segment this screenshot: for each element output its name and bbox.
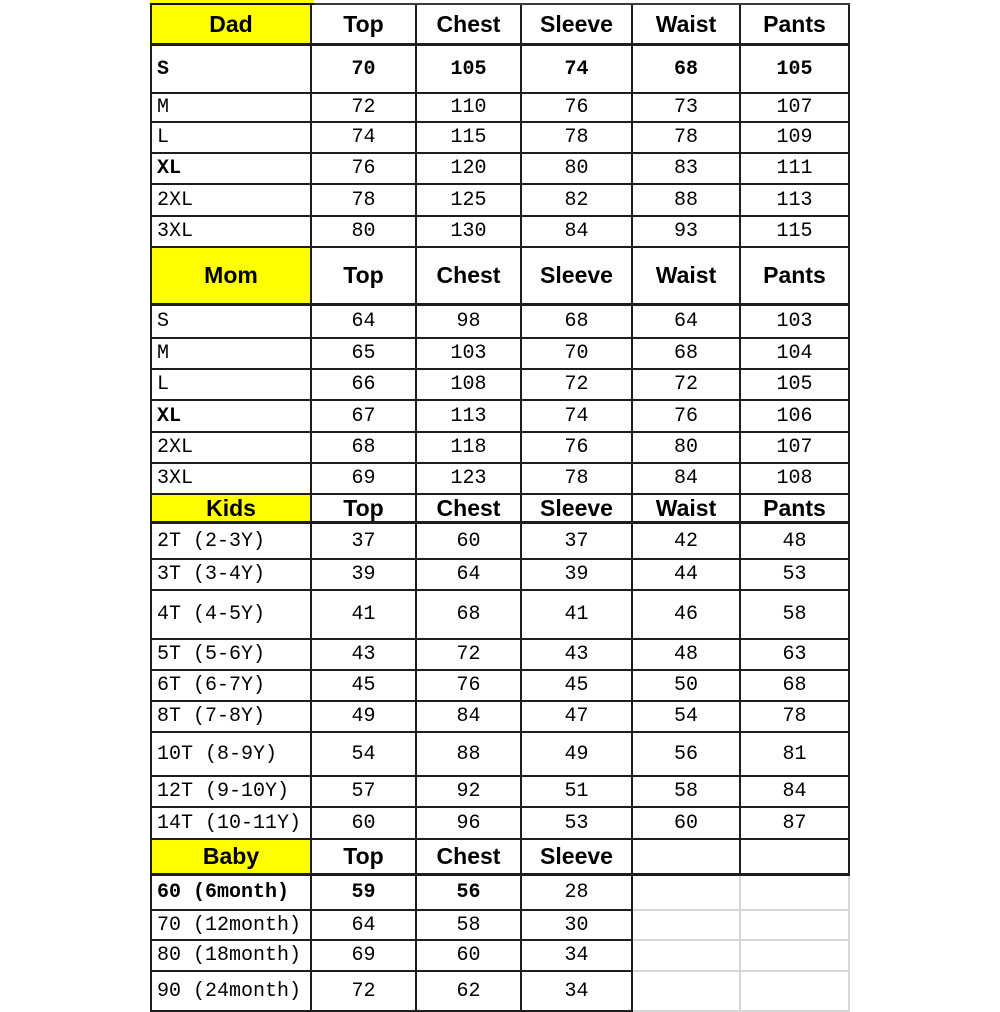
value-cell: 47: [522, 702, 633, 733]
value-cell: 69: [312, 941, 417, 972]
value-cell: 84: [522, 217, 633, 248]
row-label-cell: XL: [152, 401, 312, 433]
value-cell: 83: [633, 154, 741, 185]
value-cell: 72: [312, 94, 417, 123]
value-cell: 78: [741, 702, 850, 733]
table-row: [152, 185, 850, 217]
value-cell: 60: [633, 808, 741, 840]
value-cell: [741, 972, 850, 1012]
value-cell: 34: [522, 972, 633, 1012]
value-cell: 125: [417, 185, 522, 217]
row-label-cell: 60 (6month): [152, 876, 312, 911]
value-cell: 43: [522, 640, 633, 671]
value-cell: 92: [417, 777, 522, 808]
value-cell: 45: [522, 671, 633, 702]
value-cell: 49: [312, 702, 417, 733]
value-cell: 72: [633, 370, 741, 401]
row-label-cell: 14T (10-11Y): [152, 808, 312, 840]
table-row: [152, 671, 850, 702]
section-baby: [150, 840, 850, 1012]
value-cell: [633, 876, 741, 911]
value-cell: 111: [741, 154, 850, 185]
value-cell: 69: [312, 464, 417, 495]
value-cell: 49: [522, 733, 633, 777]
value-cell: 76: [312, 154, 417, 185]
value-cell: 84: [633, 464, 741, 495]
table-row: [152, 370, 850, 401]
row-label-cell: L: [152, 123, 312, 154]
column-header-cell: [741, 840, 850, 876]
cropped-row-border: [150, 3, 314, 5]
value-cell: 48: [633, 640, 741, 671]
value-cell: 87: [741, 808, 850, 840]
column-header-cell: Pants: [741, 5, 850, 46]
value-cell: 108: [741, 464, 850, 495]
value-cell: 50: [633, 671, 741, 702]
value-cell: 72: [522, 370, 633, 401]
value-cell: 60: [417, 941, 522, 972]
section-header-row: [152, 495, 850, 524]
table-row: [152, 401, 850, 433]
value-cell: 105: [741, 46, 850, 94]
value-cell: 76: [633, 401, 741, 433]
column-header-cell: Sleeve: [522, 5, 633, 46]
value-cell: 78: [522, 464, 633, 495]
value-cell: 68: [633, 46, 741, 94]
value-cell: 74: [522, 401, 633, 433]
table-row: [152, 154, 850, 185]
value-cell: 96: [417, 808, 522, 840]
value-cell: 66: [312, 370, 417, 401]
value-cell: 53: [741, 560, 850, 591]
value-cell: 72: [417, 640, 522, 671]
column-header-cell: Top: [312, 5, 417, 46]
value-cell: 51: [522, 777, 633, 808]
value-cell: 110: [417, 94, 522, 123]
value-cell: 64: [312, 306, 417, 339]
value-cell: 44: [633, 560, 741, 591]
row-label-cell: 3XL: [152, 217, 312, 248]
value-cell: 58: [741, 591, 850, 640]
value-cell: 39: [312, 560, 417, 591]
section-header-row: [152, 5, 850, 46]
value-cell: 104: [741, 339, 850, 370]
table-row: [152, 941, 850, 972]
column-header-cell: Chest: [417, 495, 522, 524]
value-cell: 109: [741, 123, 850, 154]
value-cell: 76: [522, 433, 633, 464]
value-cell: 93: [633, 217, 741, 248]
row-label-cell: 80 (18month): [152, 941, 312, 972]
table-row: [152, 46, 850, 94]
value-cell: [633, 911, 741, 941]
value-cell: 56: [417, 876, 522, 911]
section-title-dad: Dad: [152, 5, 312, 46]
value-cell: 73: [633, 94, 741, 123]
value-cell: [633, 941, 741, 972]
table-row: [152, 591, 850, 640]
table-row: [152, 433, 850, 464]
value-cell: 48: [741, 524, 850, 560]
value-cell: 107: [741, 433, 850, 464]
value-cell: 74: [312, 123, 417, 154]
value-cell: 68: [633, 339, 741, 370]
column-header-cell: Pants: [741, 495, 850, 524]
value-cell: 42: [633, 524, 741, 560]
value-cell: 113: [417, 401, 522, 433]
row-label-cell: 5T (5-6Y): [152, 640, 312, 671]
value-cell: 84: [741, 777, 850, 808]
value-cell: 123: [417, 464, 522, 495]
column-header-cell: Pants: [741, 248, 850, 306]
table-row: [152, 560, 850, 591]
column-header-cell: Sleeve: [522, 248, 633, 306]
value-cell: 54: [633, 702, 741, 733]
table-row: [152, 640, 850, 671]
table-row: [152, 972, 850, 1012]
column-header-cell: [633, 840, 741, 876]
row-label-cell: 70 (12month): [152, 911, 312, 941]
value-cell: 74: [522, 46, 633, 94]
value-cell: [633, 972, 741, 1012]
section-title-baby: Baby: [152, 840, 312, 876]
column-header-cell: Top: [312, 495, 417, 524]
row-label-cell: XL: [152, 154, 312, 185]
value-cell: 78: [633, 123, 741, 154]
value-cell: 64: [417, 560, 522, 591]
value-cell: 113: [741, 185, 850, 217]
column-header-cell: Sleeve: [522, 840, 633, 876]
row-label-cell: 12T (9-10Y): [152, 777, 312, 808]
table-row: [152, 464, 850, 495]
table-row: [152, 217, 850, 248]
value-cell: 41: [312, 591, 417, 640]
value-cell: 103: [741, 306, 850, 339]
value-cell: 84: [417, 702, 522, 733]
value-cell: 106: [741, 401, 850, 433]
section-title-kids: Kids: [152, 495, 312, 524]
value-cell: 46: [633, 591, 741, 640]
value-cell: 80: [633, 433, 741, 464]
value-cell: 88: [633, 185, 741, 217]
value-cell: [741, 876, 850, 911]
row-label-cell: 2XL: [152, 185, 312, 217]
value-cell: 72: [312, 972, 417, 1012]
value-cell: 105: [417, 46, 522, 94]
value-cell: 120: [417, 154, 522, 185]
column-header-cell: Waist: [633, 5, 741, 46]
row-label-cell: M: [152, 94, 312, 123]
table-row: [152, 702, 850, 733]
value-cell: 80: [522, 154, 633, 185]
value-cell: 41: [522, 591, 633, 640]
value-cell: 54: [312, 733, 417, 777]
value-cell: 64: [633, 306, 741, 339]
section-header-row: [152, 248, 850, 306]
row-label-cell: 2XL: [152, 433, 312, 464]
value-cell: 78: [522, 123, 633, 154]
value-cell: 59: [312, 876, 417, 911]
row-label-cell: 10T (8-9Y): [152, 733, 312, 777]
value-cell: 130: [417, 217, 522, 248]
value-cell: [741, 911, 850, 941]
value-cell: 80: [312, 217, 417, 248]
table-row: [152, 123, 850, 154]
value-cell: 70: [522, 339, 633, 370]
section-header-row: [152, 840, 850, 876]
value-cell: 76: [522, 94, 633, 123]
value-cell: 68: [522, 306, 633, 339]
table-row: [152, 911, 850, 941]
size-chart: [150, 0, 850, 1012]
value-cell: 68: [417, 591, 522, 640]
table-row: [152, 524, 850, 560]
value-cell: 67: [312, 401, 417, 433]
value-cell: 103: [417, 339, 522, 370]
value-cell: 82: [522, 185, 633, 217]
row-label-cell: 2T (2-3Y): [152, 524, 312, 560]
column-header-cell: Top: [312, 248, 417, 306]
value-cell: 37: [312, 524, 417, 560]
value-cell: 58: [417, 911, 522, 941]
row-label-cell: S: [152, 306, 312, 339]
value-cell: 56: [633, 733, 741, 777]
value-cell: 70: [312, 46, 417, 94]
value-cell: 30: [522, 911, 633, 941]
value-cell: 53: [522, 808, 633, 840]
value-cell: 115: [741, 217, 850, 248]
table-row: [152, 733, 850, 777]
row-label-cell: L: [152, 370, 312, 401]
value-cell: 76: [417, 671, 522, 702]
table-row: [152, 94, 850, 123]
row-label-cell: 3XL: [152, 464, 312, 495]
value-cell: 108: [417, 370, 522, 401]
value-cell: 64: [312, 911, 417, 941]
value-cell: 62: [417, 972, 522, 1012]
row-label-cell: S: [152, 46, 312, 94]
section-title-mom: Mom: [152, 248, 312, 306]
value-cell: 57: [312, 777, 417, 808]
row-label-cell: M: [152, 339, 312, 370]
row-label-cell: 6T (6-7Y): [152, 671, 312, 702]
row-label-cell: 4T (4-5Y): [152, 591, 312, 640]
value-cell: 78: [312, 185, 417, 217]
value-cell: 37: [522, 524, 633, 560]
value-cell: 115: [417, 123, 522, 154]
value-cell: 81: [741, 733, 850, 777]
value-cell: 65: [312, 339, 417, 370]
value-cell: 107: [741, 94, 850, 123]
value-cell: 60: [312, 808, 417, 840]
value-cell: 88: [417, 733, 522, 777]
column-header-cell: Chest: [417, 248, 522, 306]
value-cell: 45: [312, 671, 417, 702]
value-cell: 68: [312, 433, 417, 464]
value-cell: 60: [417, 524, 522, 560]
value-cell: 68: [741, 671, 850, 702]
column-header-cell: Top: [312, 840, 417, 876]
section-dad: [150, 3, 850, 248]
value-cell: [741, 941, 850, 972]
value-cell: 39: [522, 560, 633, 591]
table-row: [152, 876, 850, 911]
value-cell: 98: [417, 306, 522, 339]
value-cell: 118: [417, 433, 522, 464]
column-header-cell: Waist: [633, 248, 741, 306]
table-row: [152, 339, 850, 370]
column-header-cell: Chest: [417, 840, 522, 876]
value-cell: 105: [741, 370, 850, 401]
section-kids: [150, 495, 850, 840]
column-header-cell: Waist: [633, 495, 741, 524]
row-label-cell: 8T (7-8Y): [152, 702, 312, 733]
value-cell: 28: [522, 876, 633, 911]
table-row: [152, 306, 850, 339]
column-header-cell: Chest: [417, 5, 522, 46]
section-mom: [150, 248, 850, 495]
value-cell: 43: [312, 640, 417, 671]
value-cell: 58: [633, 777, 741, 808]
row-label-cell: 90 (24month): [152, 972, 312, 1012]
table-row: [152, 777, 850, 808]
row-label-cell: 3T (3-4Y): [152, 560, 312, 591]
column-header-cell: Sleeve: [522, 495, 633, 524]
value-cell: 63: [741, 640, 850, 671]
table-row: [152, 808, 850, 840]
value-cell: 34: [522, 941, 633, 972]
